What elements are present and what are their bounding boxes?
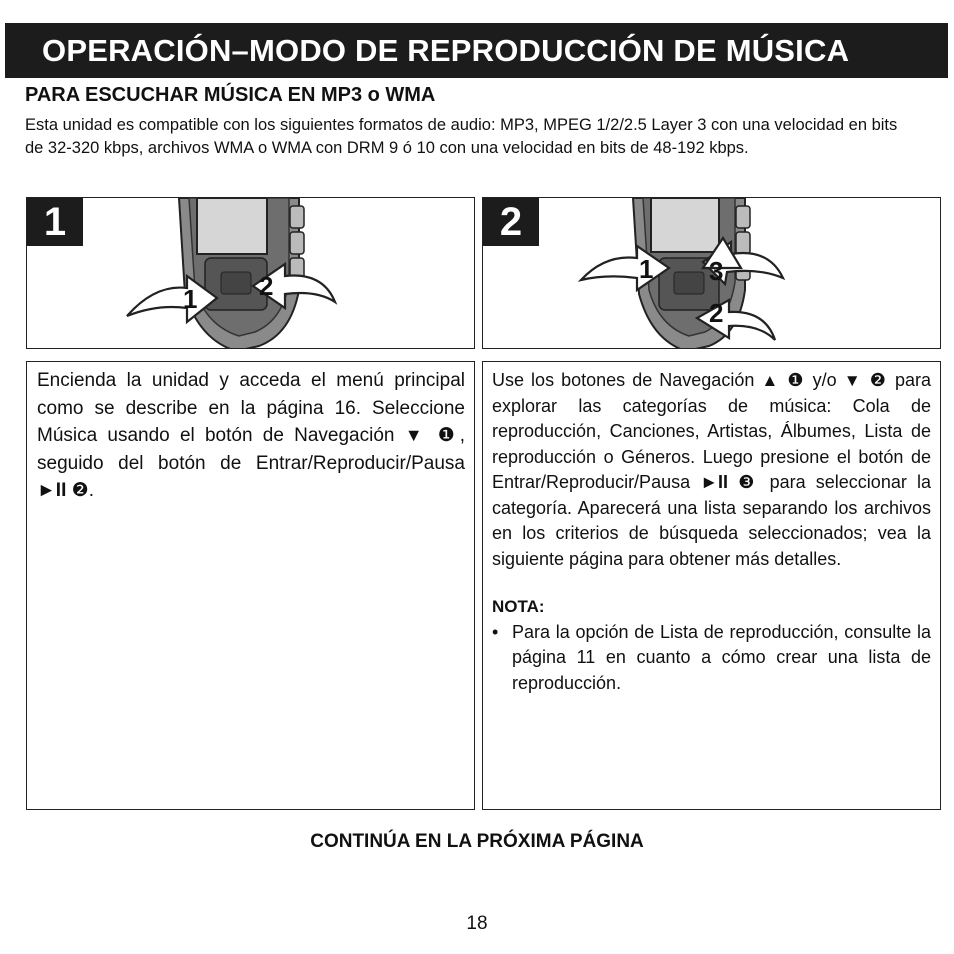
play-pause-icon: ►II (37, 480, 67, 501)
continue-notice: CONTINÚA EN LA PRÓXIMA PÁGINA (310, 831, 644, 852)
step-2-instructions (482, 361, 941, 810)
step-1-arrow-label-2: 2 (259, 271, 274, 301)
circled-2-icon: ❷ (71, 480, 89, 501)
step-1-illustration-panel (26, 197, 475, 349)
step-2-text-b: y/o (805, 370, 844, 390)
step-1-instructions (26, 361, 475, 810)
note-item (492, 620, 931, 697)
step-2-arrow-label-3: 3 (709, 256, 724, 286)
section-subtitle: PARA ESCUCHAR MÚSICA EN MP3 o WMA (25, 84, 436, 106)
step-1-badge: 1 (27, 198, 83, 246)
circled-1-icon: ❶ (787, 370, 806, 390)
page-number: 18 (466, 913, 488, 934)
step-1-text-a: Encienda la unidad y acceda el menú principal como se describe en la página 16. Seleccione Música usando el botón de Navegación (37, 370, 465, 446)
step-1-text-b: , seguido del botón de Entrar/Reproducir/Pausa (37, 425, 465, 474)
bullet-icon: • (492, 621, 499, 642)
circled-2-icon: ❷ (869, 370, 888, 390)
note-label: NOTA: (492, 597, 545, 616)
down-arrow-icon: ▼ (843, 371, 863, 390)
note-item-text: Para la opción de Lista de reproducción, consulte la página 11 en cuanto a cómo crear una lista de reproducción. (512, 621, 931, 693)
page-title: OPERACIÓN–MODO DE REPRODUCCIÓN DE MÚSICA (5, 23, 948, 78)
down-arrow-icon: ▼ (404, 425, 428, 445)
step-1-text-c: . (88, 480, 94, 501)
step-2-text-d: para seleccionar la categoría. Aparecerá una lista separando los archivos en los criterios de búsqueda seleccionados; vea la siguiente página para obtener más detalles. (492, 472, 931, 569)
play-pause-icon: ►II (700, 472, 729, 492)
step-2-badge: 2 (483, 198, 539, 246)
up-arrow-icon: ▲ (761, 371, 781, 390)
step-2-paragraph (492, 368, 931, 572)
player-bottom-illustration (483, 198, 941, 349)
intro-paragraph: Esta unidad es compatible con los siguientes formatos de audio: MP3, MPEG 1/2/2.5 Layer 3 con una velocidad en bits de 32-320 kbps, archivos WMA o WMA con DRM 9 ó 10 con una velocidad en bits de 48-192 kbps. (25, 116, 898, 157)
circled-3-icon: ❸ (738, 472, 760, 492)
player-bottom-illustration (27, 198, 475, 349)
step-2-text-c: para explorar las categorías de música: Cola de reproducción, Canciones, Artistas, Álbumes, Lista de reproducción o Géneros. Luego presione el botón de Entrar/Reproducir/Pausa (492, 370, 931, 492)
step-2-illustration-panel (482, 197, 941, 349)
step-1-arrow-label-1: 1 (183, 284, 198, 314)
step-2-arrow-label-1: 1 (639, 254, 654, 284)
step-2-arrow-label-2: 2 (709, 298, 724, 328)
step-2-text-a: Use los botones de Navegación (492, 370, 762, 390)
circled-1-icon: ❶ (437, 425, 460, 446)
